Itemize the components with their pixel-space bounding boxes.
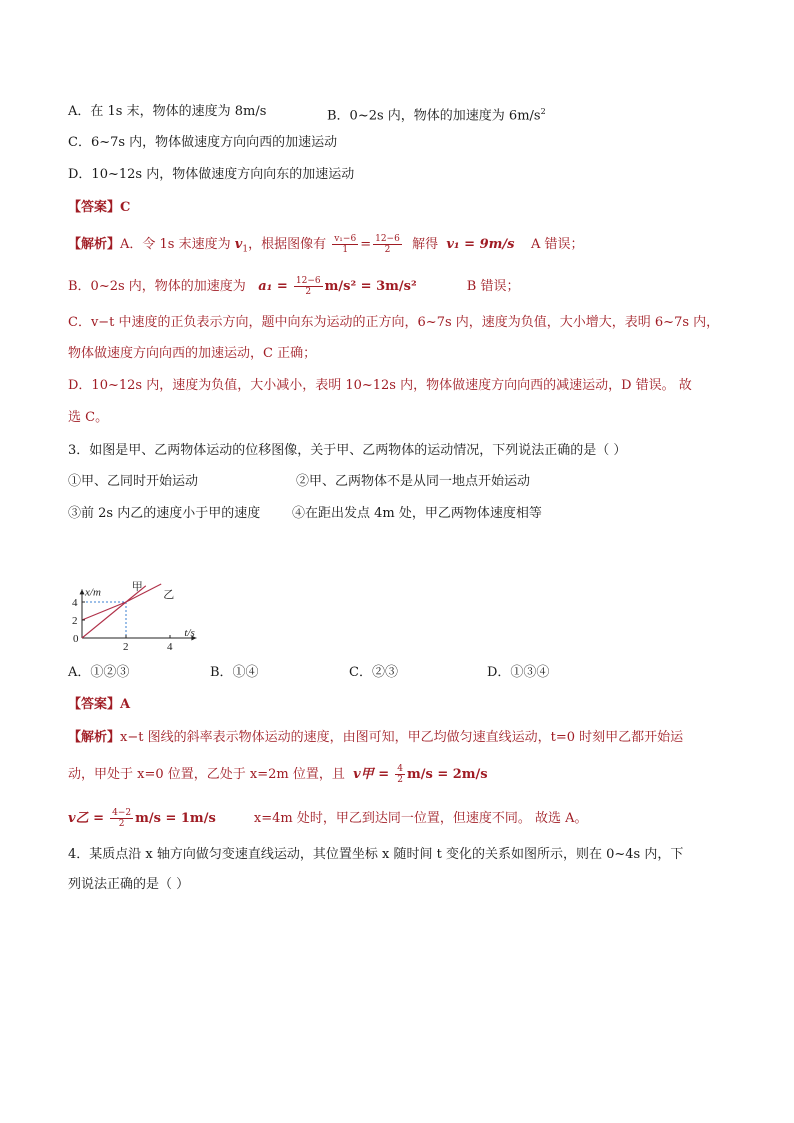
q3-analysis-2 xyxy=(68,764,488,785)
q2-analysis-c2: 物体做速度方向向西的加速运动，C 正确； xyxy=(68,346,317,361)
q2-analysis-solve: 解得 xyxy=(412,237,439,252)
q2-analysis-b-pre: B．0~2s 内，物体的加速度为 xyxy=(68,279,246,294)
x-axis-label: t/s xyxy=(184,627,195,639)
q2-analysis-b-var: a₁ = xyxy=(258,279,288,294)
q3-analysis-3 xyxy=(68,808,588,829)
q2-answer xyxy=(68,199,130,217)
q3-analysis-line1: x−t 图线的斜率表示物体运动的速度，由图可知，甲乙均做匀速直线运动，t=0 时刻甲乙都开始运 xyxy=(120,730,684,745)
q2-b-frac-den: 2 xyxy=(305,287,312,297)
q2-analysis-a-sub: 1 xyxy=(242,244,249,255)
q2-option-d: D．10~12s 内，物体做速度方向向东的加速运动 xyxy=(68,167,355,182)
q3-analysis-label: 【解析】 xyxy=(68,730,121,745)
q3-analysis-1 xyxy=(68,729,683,747)
series-label-2: 乙 xyxy=(163,588,175,601)
q2-analysis-b-result: m/s² = 3m/s² xyxy=(324,279,417,294)
q2-analysis-label: 【解析】 xyxy=(68,237,121,252)
q2-option-b-text: B．0~2s 内，物体的加速度为 6m/s xyxy=(327,108,541,124)
x-tick-label: 2 xyxy=(123,641,129,653)
q3-option-b: B．①④ xyxy=(210,665,259,680)
q3-position-time-chart xyxy=(68,535,228,653)
q3-option-a: A．①②③ xyxy=(68,665,130,680)
q2-analysis-d1: D．10~12s 内，速度为负值，大小减小，表明 10~12s 内，物体做速度方向向西的减速运动，D 错误。 故 xyxy=(68,378,692,393)
q2-analysis-b-verdict: B 错误； xyxy=(466,279,520,294)
q2-analysis-a-pre: A．令 1s 末速度为 xyxy=(120,237,231,252)
q3-v-jia-res: m/s = 2m/s xyxy=(406,767,488,782)
q2-frac1-num: v₁−6 xyxy=(334,234,357,244)
q2-analysis-eq: = xyxy=(360,237,372,252)
q2-option-c: C．6~7s 内，物体做速度方向向西的加速运动 xyxy=(68,135,338,150)
y-tick-label: 2 xyxy=(72,615,78,627)
q2-analysis-b xyxy=(68,276,519,297)
q2-analysis-a-var: v xyxy=(234,237,243,252)
q3-v-jia-frac xyxy=(395,764,405,785)
q3-v-yi-res: m/s = 1m/s xyxy=(135,811,216,826)
q3-analysis-line3-post: x=4m 处时，甲乙到达同一位置，但速度不同。 故选 A。 xyxy=(253,811,588,826)
y-axis-arrow xyxy=(80,589,85,594)
q3-v-yi-num: 4−2 xyxy=(112,808,132,818)
q3-statement-1: ①甲、乙同时开始运动 xyxy=(68,474,199,489)
q2-analysis-b-frac xyxy=(294,276,323,297)
q2-analysis-a-verdict: A 错误； xyxy=(530,237,584,252)
q3-answer-label: 【答案】 xyxy=(68,697,121,712)
q2-answer-value: C xyxy=(120,200,131,215)
q2-analysis-a xyxy=(68,234,584,259)
q2-analysis-frac1 xyxy=(332,234,358,255)
x-tick-label: 4 xyxy=(167,641,173,653)
series-label-1: 甲 xyxy=(131,579,143,593)
q3-v-yi: v乙 = xyxy=(68,811,104,826)
q3-v-yi-den: 2 xyxy=(118,819,125,829)
q3-stem: 3．如图是甲、乙两物体运动的位移图像，关于甲、乙两物体的运动情况，下列说法正确的是（ ） xyxy=(68,443,627,458)
q3-v-jia-den: 2 xyxy=(397,775,403,785)
q2-answer-label: 【答案】 xyxy=(68,200,121,215)
q3-statement-2: ②甲、乙两物体不是从同一地点开始运动 xyxy=(296,474,531,489)
q3-statement-4: ④在距出发点 4m 处，甲乙两物体速度相等 xyxy=(292,506,542,521)
q2-option-b xyxy=(327,103,546,125)
q4-stem-2: 列说法正确的是（ ） xyxy=(68,877,190,892)
q2-frac1-den: 1 xyxy=(342,245,349,255)
q3-option-d: D．①③④ xyxy=(487,665,550,680)
q2-analysis-a-result: v₁ = 9m/s xyxy=(446,237,515,252)
q4-stem-1: 4．某质点沿 x 轴方向做匀变速直线运动，其位置坐标 x 随时间 t 变化的关系如图所示，则在 0~4s 内，下 xyxy=(68,847,684,862)
q3-v-jia: v甲 = xyxy=(353,767,390,782)
q2-b-frac-num: 12−6 xyxy=(295,276,321,286)
q3-option-c: C．②③ xyxy=(349,665,398,680)
q2-analysis-c1: C．v−t 中速度的正负表示方向，题中向东为运动的正方向，6~7s 内，速度为负值，大小增大，表明 6~7s 内， xyxy=(68,315,720,330)
q3-statement-3: ③前 2s 内乙的速度小于甲的速度 xyxy=(68,506,261,521)
q2-frac2-den: 2 xyxy=(384,245,391,255)
q2-analysis-a-mid: ，根据图像有 xyxy=(248,237,327,252)
x-tick-label: 0 xyxy=(73,633,79,645)
q2-option-a: A．在 1s 末，物体的速度为 8m/s xyxy=(68,104,267,119)
q2-frac2-num: 12−6 xyxy=(375,234,400,244)
q2-analysis-d2: 选 C。 xyxy=(68,410,109,425)
q3-analysis-line2-pre: 动，甲处于 x=0 位置，乙处于 x=2m 位置，且 xyxy=(68,767,345,782)
y-axis-label: x/m xyxy=(85,586,101,599)
q3-v-jia-num: 4 xyxy=(397,764,403,774)
q3-answer-value: A xyxy=(120,697,131,712)
y-tick-label: 4 xyxy=(72,597,78,609)
q2-option-b-sup: 2 xyxy=(540,107,546,116)
q3-answer xyxy=(68,696,130,714)
q2-analysis-frac2 xyxy=(373,234,402,255)
q3-v-yi-frac xyxy=(110,808,133,829)
